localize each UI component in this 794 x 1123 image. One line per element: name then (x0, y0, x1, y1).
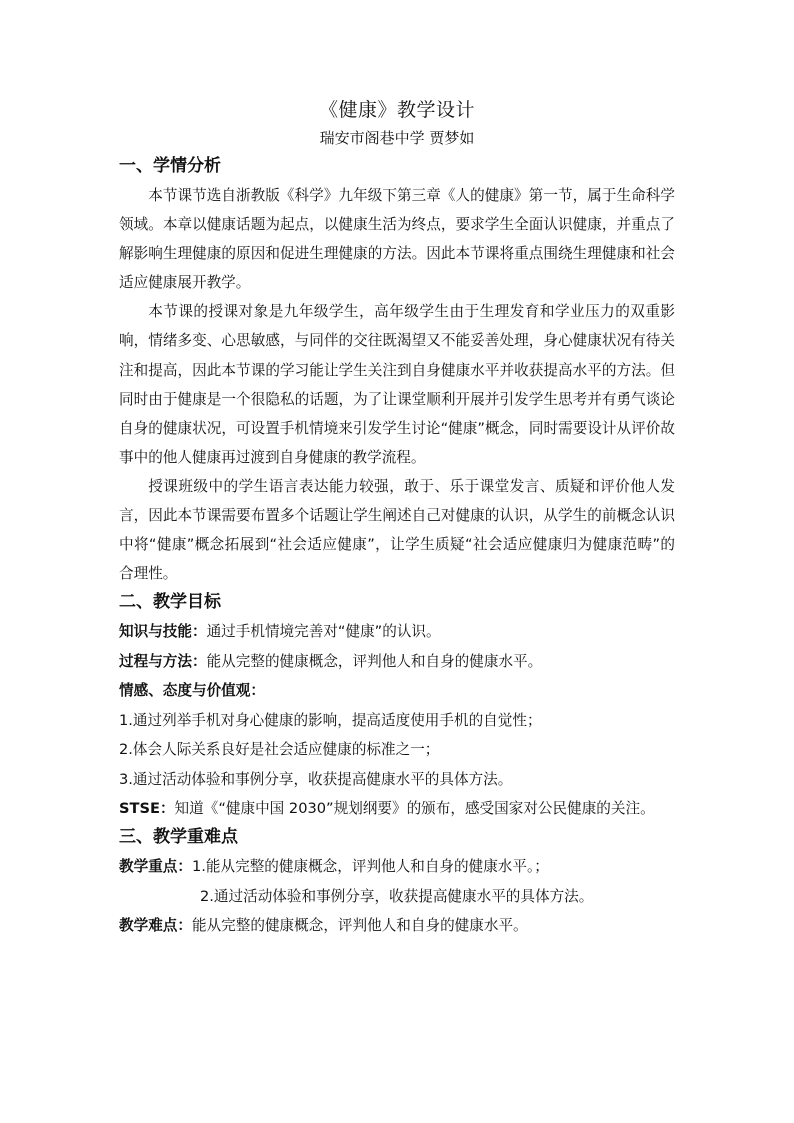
objective-stse-text: 知道《“健康中国 2030”规划纲要》的颁布，感受国家对公民健康的关注。 (174, 800, 655, 818)
difficult-point-label: 教学难点： (119, 917, 192, 935)
section-heading-key-difficult-points: 三、教学重难点 (119, 827, 238, 848)
key-point-item: 1.能从完整的健康概念，评判他人和自身的健康水平。； (191, 858, 549, 876)
section-heading-teaching-objectives: 二、教学目标 (119, 592, 221, 613)
objective-emotion-item: 3.通过活动体验和事例分享，收获提高健康水平的具体方法。 (119, 770, 513, 788)
objective-emotion-label: 情感、态度与价值观： (119, 682, 265, 700)
objective-knowledge-label: 知识与技能： (119, 623, 207, 641)
document-title: 《健康》教学设计 (318, 99, 475, 121)
paragraph-chapter-context: 本节课节选自浙教版《科学》九年级下第三章《人的健康》第一节，属于生命科学领域。本章以健康话题为起点，以健康生活为终点，要求学生全面认识健康，并重点了解影响生理健康的原因和促进生理健康的方法。因此本节课将重点围绕生理健康和社会适应健康展开教学。 (119, 187, 675, 292)
key-point-label: 教学重点： (119, 858, 192, 876)
objective-stse (119, 794, 675, 823)
objective-emotion-item: 1.通过列举手机对身心健康的影响，提高适度使用手机的自觉性； (119, 711, 542, 729)
difficult-point-text: 能从完整的健康概念，评判他人和自身的健康水平。 (191, 917, 528, 935)
objective-process (119, 647, 675, 677)
objective-process-text: 能从完整的健康概念，评判他人和自身的健康水平。 (206, 652, 543, 670)
key-point-item: 2.通过活动体验和事例分享，收获提高健康水平的具体方法。 (200, 887, 594, 905)
paragraph-student-profile: 本节课的授课对象是九年级学生，高年级学生由于生理发育和学业压力的双重影响，情绪多变、心思敏感，与同伴的交往既渴望又不能妥善处理，身心健康状况有待关注和提高，因此本节课的学习能让学生关注到自身健康水平并收获提高水平的方法。但同时由于健康是一个很隐私的话题，为了让课堂顺利开展并引发学生思考并有勇气谈论自身的健康状况，可设置手机情境来引发学生讨论“健康”概念，同时需要设计从评价故事中的他人健康再过渡到自身健康的教学流程。 (119, 303, 675, 466)
objective-knowledge (119, 617, 675, 647)
objective-process-label: 过程与方法： (119, 652, 207, 670)
key-point-line (119, 852, 675, 882)
objective-knowledge-text: 通过手机情境完善对“健康”的认识。 (206, 623, 441, 641)
document-author: 瑞安市阁巷中学 贾梦如 (319, 129, 475, 147)
difficult-point-line (119, 911, 675, 941)
objective-stse-label: STSE： (119, 800, 175, 818)
objective-emotion-item: 2.体会人际关系良好是社会适应健康的标准之一； (119, 741, 440, 759)
paragraph-class-characteristics: 授课班级中的学生语言表达能力较强，敢于、乐于课堂发言、质疑和评价他人发言，因此本节课需要布置多个话题让学生阐述自己对健康的认识，从学生的前概念认识中将“健康”概念拓展到“社会适应健康”，让学生质疑“社会适应健康归为健康范畴”的合理性。 (119, 477, 675, 583)
section-heading-learner-analysis: 一、学情分析 (119, 156, 221, 176)
document-page (119, 96, 675, 941)
